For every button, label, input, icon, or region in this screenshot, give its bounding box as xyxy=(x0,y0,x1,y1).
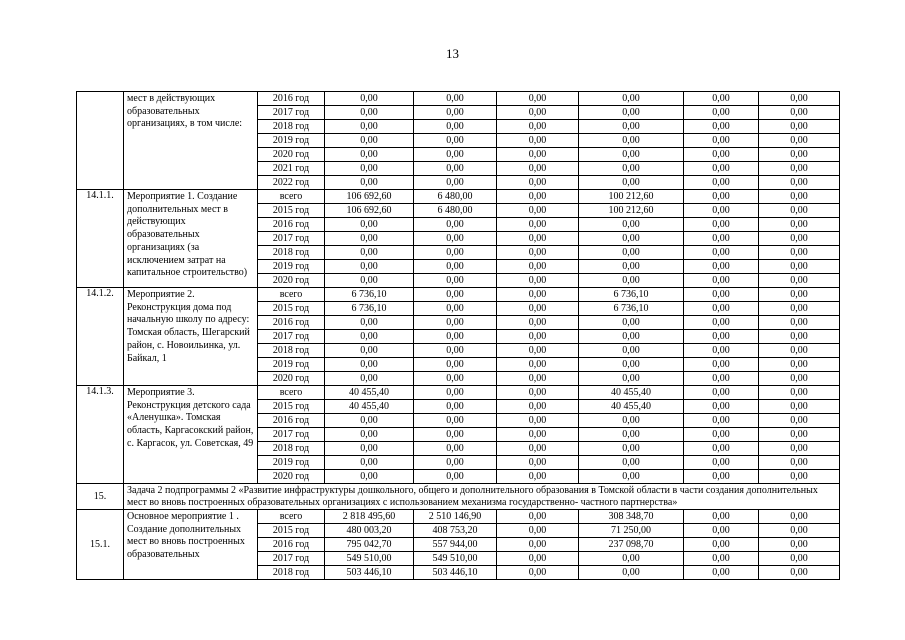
value-cell: 0,00 xyxy=(684,566,759,580)
table-row xyxy=(77,386,840,400)
value-cell: 0,00 xyxy=(579,344,684,358)
value-cell: 0,00 xyxy=(414,344,497,358)
value-cell: 0,00 xyxy=(325,246,414,260)
value-cell: 0,00 xyxy=(684,538,759,552)
value-cell: 0,00 xyxy=(759,330,840,344)
value-cell: 0,00 xyxy=(497,456,579,470)
value-cell: 795 042,70 xyxy=(325,538,414,552)
value-cell: 237 098,70 xyxy=(579,538,684,552)
value-cell: 0,00 xyxy=(759,190,840,204)
value-cell: 0,00 xyxy=(497,134,579,148)
value-cell: 40 455,40 xyxy=(579,400,684,414)
year-cell: 2019 год xyxy=(258,134,325,148)
value-cell: 0,00 xyxy=(684,246,759,260)
year-cell: всего xyxy=(258,288,325,302)
value-cell: 0,00 xyxy=(579,330,684,344)
value-cell: 0,00 xyxy=(414,106,497,120)
value-cell: 0,00 xyxy=(684,330,759,344)
value-cell: 0,00 xyxy=(759,302,840,316)
value-cell: 0,00 xyxy=(497,538,579,552)
year-cell: 2017 год xyxy=(258,552,325,566)
year-cell: 2018 год xyxy=(258,120,325,134)
value-cell: 0,00 xyxy=(497,344,579,358)
year-cell: 2020 год xyxy=(258,470,325,484)
value-cell: 480 003,20 xyxy=(325,524,414,538)
value-cell: 0,00 xyxy=(684,162,759,176)
value-cell: 40 455,40 xyxy=(325,400,414,414)
value-cell: 0,00 xyxy=(579,176,684,190)
value-cell: 6 736,10 xyxy=(579,302,684,316)
value-cell: 0,00 xyxy=(497,552,579,566)
value-cell: 0,00 xyxy=(497,386,579,400)
value-cell: 0,00 xyxy=(759,246,840,260)
value-cell: 0,00 xyxy=(325,120,414,134)
year-cell: всего xyxy=(258,386,325,400)
value-cell: 0,00 xyxy=(684,92,759,106)
value-cell: 549 510,00 xyxy=(325,552,414,566)
value-cell: 0,00 xyxy=(497,302,579,316)
table-row xyxy=(77,190,840,204)
table-row xyxy=(77,92,840,106)
value-cell: 0,00 xyxy=(414,414,497,428)
value-cell: 0,00 xyxy=(759,344,840,358)
value-cell: 0,00 xyxy=(414,246,497,260)
item-name: мест в действующих образовательных организациях, в том числе: xyxy=(124,92,258,190)
value-cell: 308 348,70 xyxy=(579,510,684,524)
value-cell: 0,00 xyxy=(579,372,684,386)
value-cell: 0,00 xyxy=(759,106,840,120)
year-cell: 2019 год xyxy=(258,260,325,274)
value-cell: 0,00 xyxy=(414,372,497,386)
year-cell: 2018 год xyxy=(258,246,325,260)
value-cell: 0,00 xyxy=(325,470,414,484)
value-cell: 0,00 xyxy=(497,190,579,204)
table-row xyxy=(77,510,840,524)
value-cell: 0,00 xyxy=(414,386,497,400)
value-cell: 0,00 xyxy=(497,148,579,162)
value-cell: 549 510,00 xyxy=(414,552,497,566)
value-cell: 106 692,60 xyxy=(325,204,414,218)
value-cell: 0,00 xyxy=(759,414,840,428)
value-cell: 503 446,10 xyxy=(414,566,497,580)
value-cell: 0,00 xyxy=(497,358,579,372)
value-cell: 0,00 xyxy=(414,400,497,414)
year-cell: 2015 год xyxy=(258,524,325,538)
value-cell: 0,00 xyxy=(684,148,759,162)
value-cell: 0,00 xyxy=(684,274,759,288)
value-cell: 0,00 xyxy=(579,232,684,246)
task-number: 15. xyxy=(77,484,124,510)
year-cell: 2022 год xyxy=(258,176,325,190)
value-cell: 6 480,00 xyxy=(414,204,497,218)
year-cell: 2015 год xyxy=(258,400,325,414)
value-cell: 0,00 xyxy=(497,176,579,190)
value-cell: 0,00 xyxy=(497,274,579,288)
value-cell: 0,00 xyxy=(759,148,840,162)
value-cell: 0,00 xyxy=(759,538,840,552)
value-cell: 0,00 xyxy=(579,218,684,232)
value-cell: 0,00 xyxy=(579,134,684,148)
value-cell: 0,00 xyxy=(684,204,759,218)
year-cell: 2015 год xyxy=(258,204,325,218)
value-cell: 100 212,60 xyxy=(579,204,684,218)
value-cell: 0,00 xyxy=(325,176,414,190)
value-cell: 0,00 xyxy=(325,428,414,442)
value-cell: 503 446,10 xyxy=(325,566,414,580)
value-cell: 0,00 xyxy=(684,288,759,302)
value-cell: 0,00 xyxy=(579,120,684,134)
value-cell: 0,00 xyxy=(414,442,497,456)
value-cell: 0,00 xyxy=(497,246,579,260)
value-cell: 0,00 xyxy=(414,358,497,372)
value-cell: 0,00 xyxy=(414,428,497,442)
year-cell: 2018 год xyxy=(258,344,325,358)
value-cell: 0,00 xyxy=(684,302,759,316)
value-cell: 0,00 xyxy=(414,148,497,162)
value-cell: 0,00 xyxy=(497,414,579,428)
value-cell: 0,00 xyxy=(579,566,684,580)
value-cell: 0,00 xyxy=(497,316,579,330)
value-cell: 0,00 xyxy=(497,470,579,484)
value-cell: 0,00 xyxy=(684,456,759,470)
value-cell: 0,00 xyxy=(325,162,414,176)
item-name: Мероприятие 2. Реконструкция дома под начальную школу по адресу: Томская область, Шегарский район, с. Новоильинка, ул. Байкал, 1 xyxy=(124,288,258,386)
value-cell: 0,00 xyxy=(497,106,579,120)
value-cell: 0,00 xyxy=(684,358,759,372)
value-cell: 0,00 xyxy=(759,288,840,302)
value-cell: 0,00 xyxy=(684,232,759,246)
year-cell: 2021 год xyxy=(258,162,325,176)
value-cell: 0,00 xyxy=(497,510,579,524)
value-cell: 0,00 xyxy=(684,470,759,484)
value-cell: 0,00 xyxy=(759,92,840,106)
value-cell: 0,00 xyxy=(759,358,840,372)
value-cell: 0,00 xyxy=(579,456,684,470)
value-cell: 0,00 xyxy=(325,442,414,456)
value-cell: 0,00 xyxy=(684,372,759,386)
value-cell: 0,00 xyxy=(579,428,684,442)
value-cell: 0,00 xyxy=(684,428,759,442)
value-cell: 0,00 xyxy=(497,566,579,580)
value-cell: 0,00 xyxy=(497,232,579,246)
value-cell: 0,00 xyxy=(759,232,840,246)
value-cell: 0,00 xyxy=(684,134,759,148)
value-cell: 0,00 xyxy=(414,470,497,484)
year-cell: 2017 год xyxy=(258,330,325,344)
value-cell: 0,00 xyxy=(497,524,579,538)
year-cell: 2020 год xyxy=(258,148,325,162)
task-row xyxy=(77,484,840,510)
value-cell: 0,00 xyxy=(414,162,497,176)
value-cell: 0,00 xyxy=(325,148,414,162)
value-cell: 0,00 xyxy=(325,316,414,330)
value-cell: 0,00 xyxy=(759,204,840,218)
value-cell: 0,00 xyxy=(684,414,759,428)
value-cell: 0,00 xyxy=(325,260,414,274)
value-cell: 0,00 xyxy=(759,162,840,176)
task-text: Задача 2 подпрограммы 2 «Развитие инфраструктуры дошкольного, общего и дополнительного образования в Томской области в части создания дополнительных мест во вновь построенных образовательных организациях с использованием механизма государственно- частного партнерства» xyxy=(124,484,840,510)
value-cell: 0,00 xyxy=(684,552,759,566)
value-cell: 6 736,10 xyxy=(325,288,414,302)
year-cell: 2017 год xyxy=(258,106,325,120)
value-cell: 0,00 xyxy=(325,344,414,358)
value-cell: 0,00 xyxy=(684,190,759,204)
value-cell: 0,00 xyxy=(497,442,579,456)
value-cell: 2 818 495,60 xyxy=(325,510,414,524)
year-cell: 2018 год xyxy=(258,442,325,456)
value-cell: 0,00 xyxy=(759,176,840,190)
value-cell: 0,00 xyxy=(414,260,497,274)
value-cell: 0,00 xyxy=(497,92,579,106)
value-cell: 6 480,00 xyxy=(414,190,497,204)
value-cell: 0,00 xyxy=(414,316,497,330)
value-cell: 2 510 146,90 xyxy=(414,510,497,524)
value-cell: 0,00 xyxy=(579,92,684,106)
value-cell: 0,00 xyxy=(325,106,414,120)
year-cell: 2016 год xyxy=(258,218,325,232)
value-cell: 0,00 xyxy=(325,330,414,344)
value-cell: 0,00 xyxy=(684,260,759,274)
value-cell: 0,00 xyxy=(497,120,579,134)
value-cell: 0,00 xyxy=(759,134,840,148)
value-cell: 0,00 xyxy=(414,330,497,344)
value-cell: 0,00 xyxy=(759,316,840,330)
value-cell: 0,00 xyxy=(684,344,759,358)
value-cell: 0,00 xyxy=(325,372,414,386)
value-cell: 0,00 xyxy=(579,106,684,120)
value-cell: 0,00 xyxy=(497,330,579,344)
item-number: 14.1.1. xyxy=(77,190,124,288)
value-cell: 0,00 xyxy=(684,386,759,400)
value-cell: 0,00 xyxy=(497,288,579,302)
year-cell: 2020 год xyxy=(258,274,325,288)
value-cell: 0,00 xyxy=(759,552,840,566)
year-cell: всего xyxy=(258,190,325,204)
value-cell: 0,00 xyxy=(759,456,840,470)
value-cell: 0,00 xyxy=(759,120,840,134)
value-cell: 0,00 xyxy=(497,218,579,232)
table-row xyxy=(77,288,840,302)
year-cell: 2019 год xyxy=(258,358,325,372)
year-cell: 2016 год xyxy=(258,92,325,106)
year-cell: 2015 год xyxy=(258,302,325,316)
value-cell: 6 736,10 xyxy=(579,288,684,302)
item-name: Мероприятие 3. Реконструкция детского сада «Аленушка». Томская область, Каргасокский район, с. Каргасок, ул. Советская, 49 xyxy=(124,386,258,484)
budget-table xyxy=(76,91,840,580)
item-number xyxy=(77,92,124,190)
value-cell: 0,00 xyxy=(325,134,414,148)
value-cell: 0,00 xyxy=(414,456,497,470)
value-cell: 0,00 xyxy=(414,302,497,316)
value-cell: 0,00 xyxy=(759,510,840,524)
value-cell: 0,00 xyxy=(684,442,759,456)
value-cell: 0,00 xyxy=(579,316,684,330)
page-number: 13 xyxy=(446,46,459,61)
value-cell: 0,00 xyxy=(325,414,414,428)
value-cell: 0,00 xyxy=(579,414,684,428)
value-cell: 40 455,40 xyxy=(579,386,684,400)
value-cell: 0,00 xyxy=(579,552,684,566)
value-cell: 0,00 xyxy=(759,386,840,400)
value-cell: 408 753,20 xyxy=(414,524,497,538)
value-cell: 0,00 xyxy=(497,260,579,274)
value-cell: 40 455,40 xyxy=(325,386,414,400)
value-cell: 0,00 xyxy=(414,92,497,106)
year-cell: всего xyxy=(258,510,325,524)
value-cell: 0,00 xyxy=(759,260,840,274)
value-cell: 0,00 xyxy=(497,372,579,386)
value-cell: 0,00 xyxy=(414,218,497,232)
value-cell: 0,00 xyxy=(759,442,840,456)
value-cell: 0,00 xyxy=(579,148,684,162)
value-cell: 106 692,60 xyxy=(325,190,414,204)
value-cell: 0,00 xyxy=(414,274,497,288)
value-cell: 0,00 xyxy=(325,456,414,470)
item-name: Основное мероприятие 1 . Создание дополнительных мест во вновь построенных образовательных xyxy=(124,510,258,580)
year-cell: 2017 год xyxy=(258,232,325,246)
value-cell: 0,00 xyxy=(759,372,840,386)
item-name: Мероприятие 1. Создание дополнительных мест в действующих образовательных организациях (за исключением затрат на капитальное строительство) xyxy=(124,190,258,288)
year-cell: 2020 год xyxy=(258,372,325,386)
year-cell: 2016 год xyxy=(258,414,325,428)
value-cell: 557 944,00 xyxy=(414,538,497,552)
value-cell: 0,00 xyxy=(497,162,579,176)
value-cell: 0,00 xyxy=(497,428,579,442)
value-cell: 0,00 xyxy=(759,566,840,580)
value-cell: 0,00 xyxy=(759,274,840,288)
value-cell: 0,00 xyxy=(579,442,684,456)
item-number: 14.1.3. xyxy=(77,386,124,484)
value-cell: 0,00 xyxy=(684,316,759,330)
year-cell: 2018 год xyxy=(258,566,325,580)
value-cell: 0,00 xyxy=(759,218,840,232)
value-cell: 0,00 xyxy=(325,92,414,106)
value-cell: 0,00 xyxy=(325,358,414,372)
item-number: 15.1. xyxy=(77,510,124,580)
value-cell: 0,00 xyxy=(414,176,497,190)
value-cell: 0,00 xyxy=(684,400,759,414)
value-cell: 0,00 xyxy=(497,204,579,218)
value-cell: 0,00 xyxy=(579,246,684,260)
value-cell: 0,00 xyxy=(579,162,684,176)
value-cell: 0,00 xyxy=(414,232,497,246)
year-cell: 2016 год xyxy=(258,538,325,552)
value-cell: 0,00 xyxy=(759,524,840,538)
value-cell: 0,00 xyxy=(579,260,684,274)
value-cell: 0,00 xyxy=(325,218,414,232)
value-cell: 0,00 xyxy=(684,176,759,190)
value-cell: 0,00 xyxy=(759,428,840,442)
value-cell: 100 212,60 xyxy=(579,190,684,204)
value-cell: 0,00 xyxy=(579,274,684,288)
value-cell: 0,00 xyxy=(684,524,759,538)
value-cell: 0,00 xyxy=(684,510,759,524)
value-cell: 6 736,10 xyxy=(325,302,414,316)
year-cell: 2019 год xyxy=(258,456,325,470)
value-cell: 0,00 xyxy=(497,400,579,414)
value-cell: 71 250,00 xyxy=(579,524,684,538)
value-cell: 0,00 xyxy=(684,106,759,120)
year-cell: 2017 год xyxy=(258,428,325,442)
value-cell: 0,00 xyxy=(414,288,497,302)
value-cell: 0,00 xyxy=(684,120,759,134)
value-cell: 0,00 xyxy=(414,134,497,148)
value-cell: 0,00 xyxy=(325,232,414,246)
value-cell: 0,00 xyxy=(579,470,684,484)
value-cell: 0,00 xyxy=(684,218,759,232)
value-cell: 0,00 xyxy=(759,470,840,484)
value-cell: 0,00 xyxy=(414,120,497,134)
value-cell: 0,00 xyxy=(579,358,684,372)
item-number: 14.1.2. xyxy=(77,288,124,386)
year-cell: 2016 год xyxy=(258,316,325,330)
value-cell: 0,00 xyxy=(759,400,840,414)
value-cell: 0,00 xyxy=(325,274,414,288)
